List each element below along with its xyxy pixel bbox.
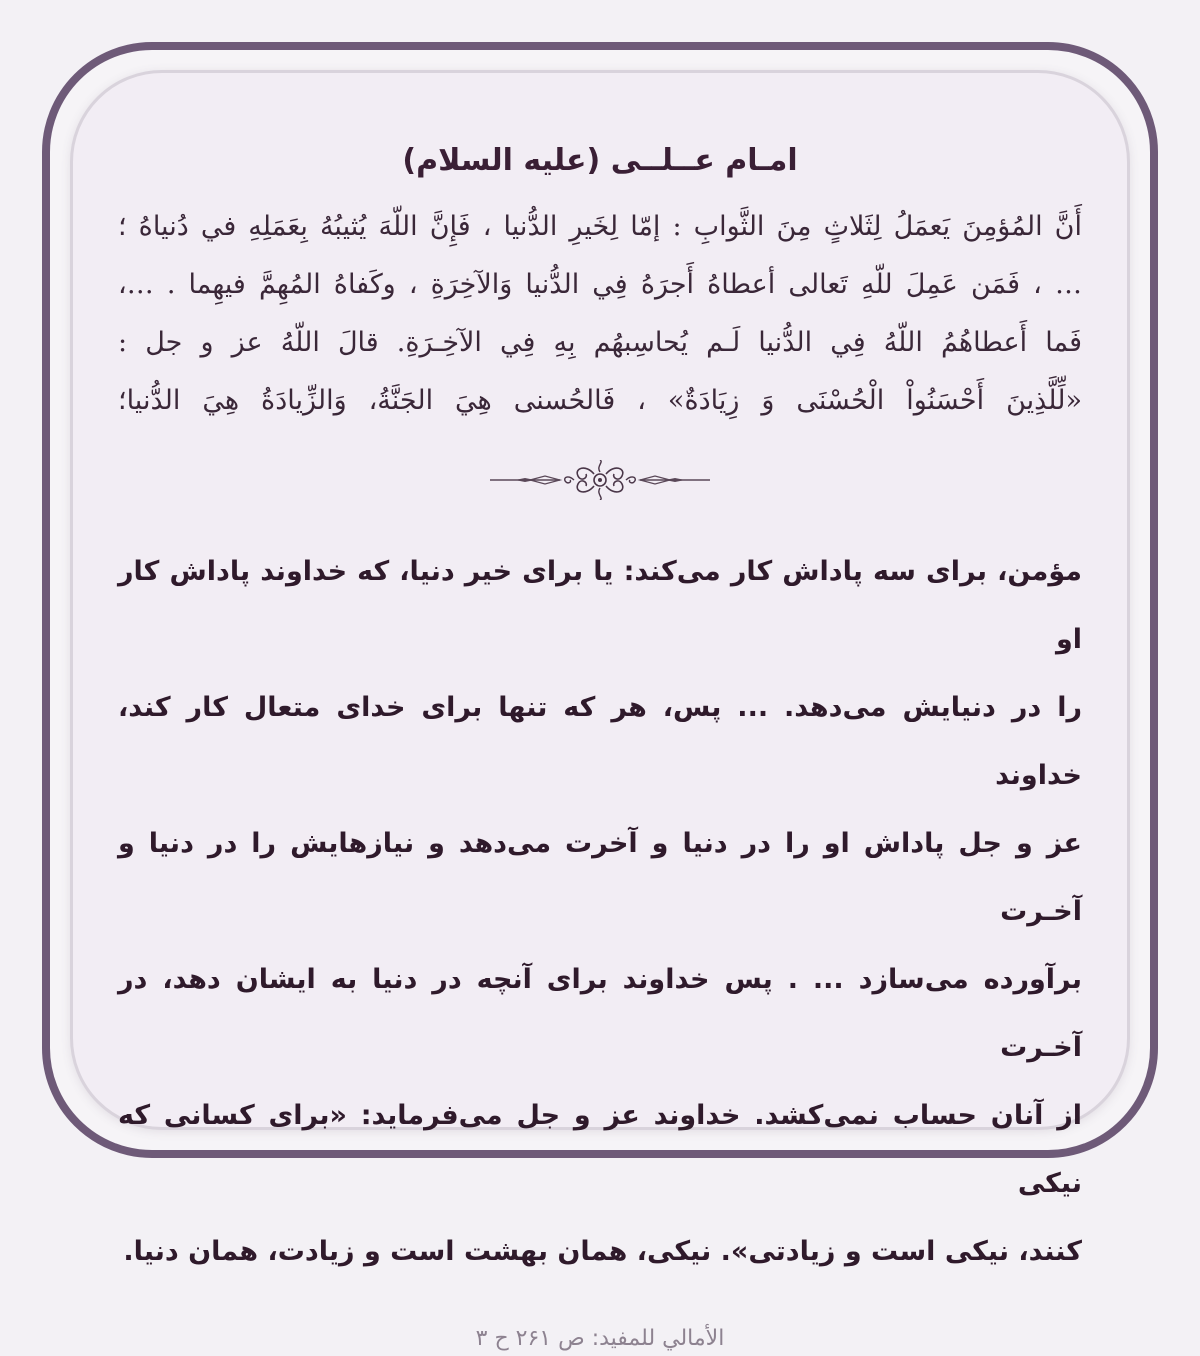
- ornament-divider-icon: [490, 460, 710, 500]
- source-citation: الأمالي للمفيد: ص ۲۶۱ ح ۳: [475, 1326, 725, 1351]
- arabic-line: فَما أَعطاهُمُ اللّهُ فِي الدُّنيا لَـم يُحاسِبهُم بِهِ فِي الآخِـرَةِ. قالَ اللّهُ عز و جل :: [118, 327, 1082, 358]
- persian-line: عز و جل پاداش او را در دنیا و آخرت می‌دهد و نیازهایش را در دنیا و آخـرت: [118, 828, 1082, 927]
- arabic-line: «لِّلَّذِينَ أَحْسَنُواْ الْحُسْنَى وَ زِيَادَةٌ» ، فَالحُسنى هِيَ الجَنَّةُ، وَالزِّيادَةُ هِيَ الدُّنيا؛: [118, 385, 1082, 416]
- persian-line: را در دنیایش می‌دهد. ... پس، هر که تنها برای خدای متعال کار کند، خداوند: [118, 692, 1082, 791]
- persian-line: از آنان حساب نمی‌کشد. خداوند عز و جل می‌فرماید: «برای کسانی که نیکی: [118, 1100, 1082, 1199]
- content-area: [118, 120, 1082, 1356]
- ornament-divider-svg: [490, 460, 710, 500]
- arabic-line: أَنَّ المُؤمِنَ يَعمَلُ لِثَلاثٍ مِنَ الثَّوابِ : إمّا لِخَيرِ الدُّنيا ، فَإِنَّ اللّهَ يُثيبُهُ بِعَمَلِهِ في دُنياهُ ؛: [118, 211, 1082, 242]
- arabic-hadith-text: [118, 198, 1082, 430]
- persian-line: برآورده می‌سازد ... . پس خداوند برای آنچه در دنیا به ایشان دهد، در آخـرت: [118, 964, 1082, 1063]
- persian-line: کنند، نیکی است و زیادتی». نیکی، همان بهشت است و زیادت، همان دنیا.: [123, 1236, 1082, 1267]
- persian-line: مؤمن، برای سه پاداش کار می‌کند: یا برای خیر دنیا، که خداوند پاداش کار او: [118, 556, 1082, 655]
- page-title: امـام عــلــی (علیه السلام): [402, 143, 798, 178]
- arabic-line: … ، فَمَن عَمِلَ للّهِ تَعالى أعطاهُ أَجرَهُ فِي الدُّنيا وَالآخِرَةِ ، وكَفاهُ المُهِمَّ فيهِما . …،: [118, 269, 1082, 300]
- persian-translation-text: [118, 538, 1082, 1286]
